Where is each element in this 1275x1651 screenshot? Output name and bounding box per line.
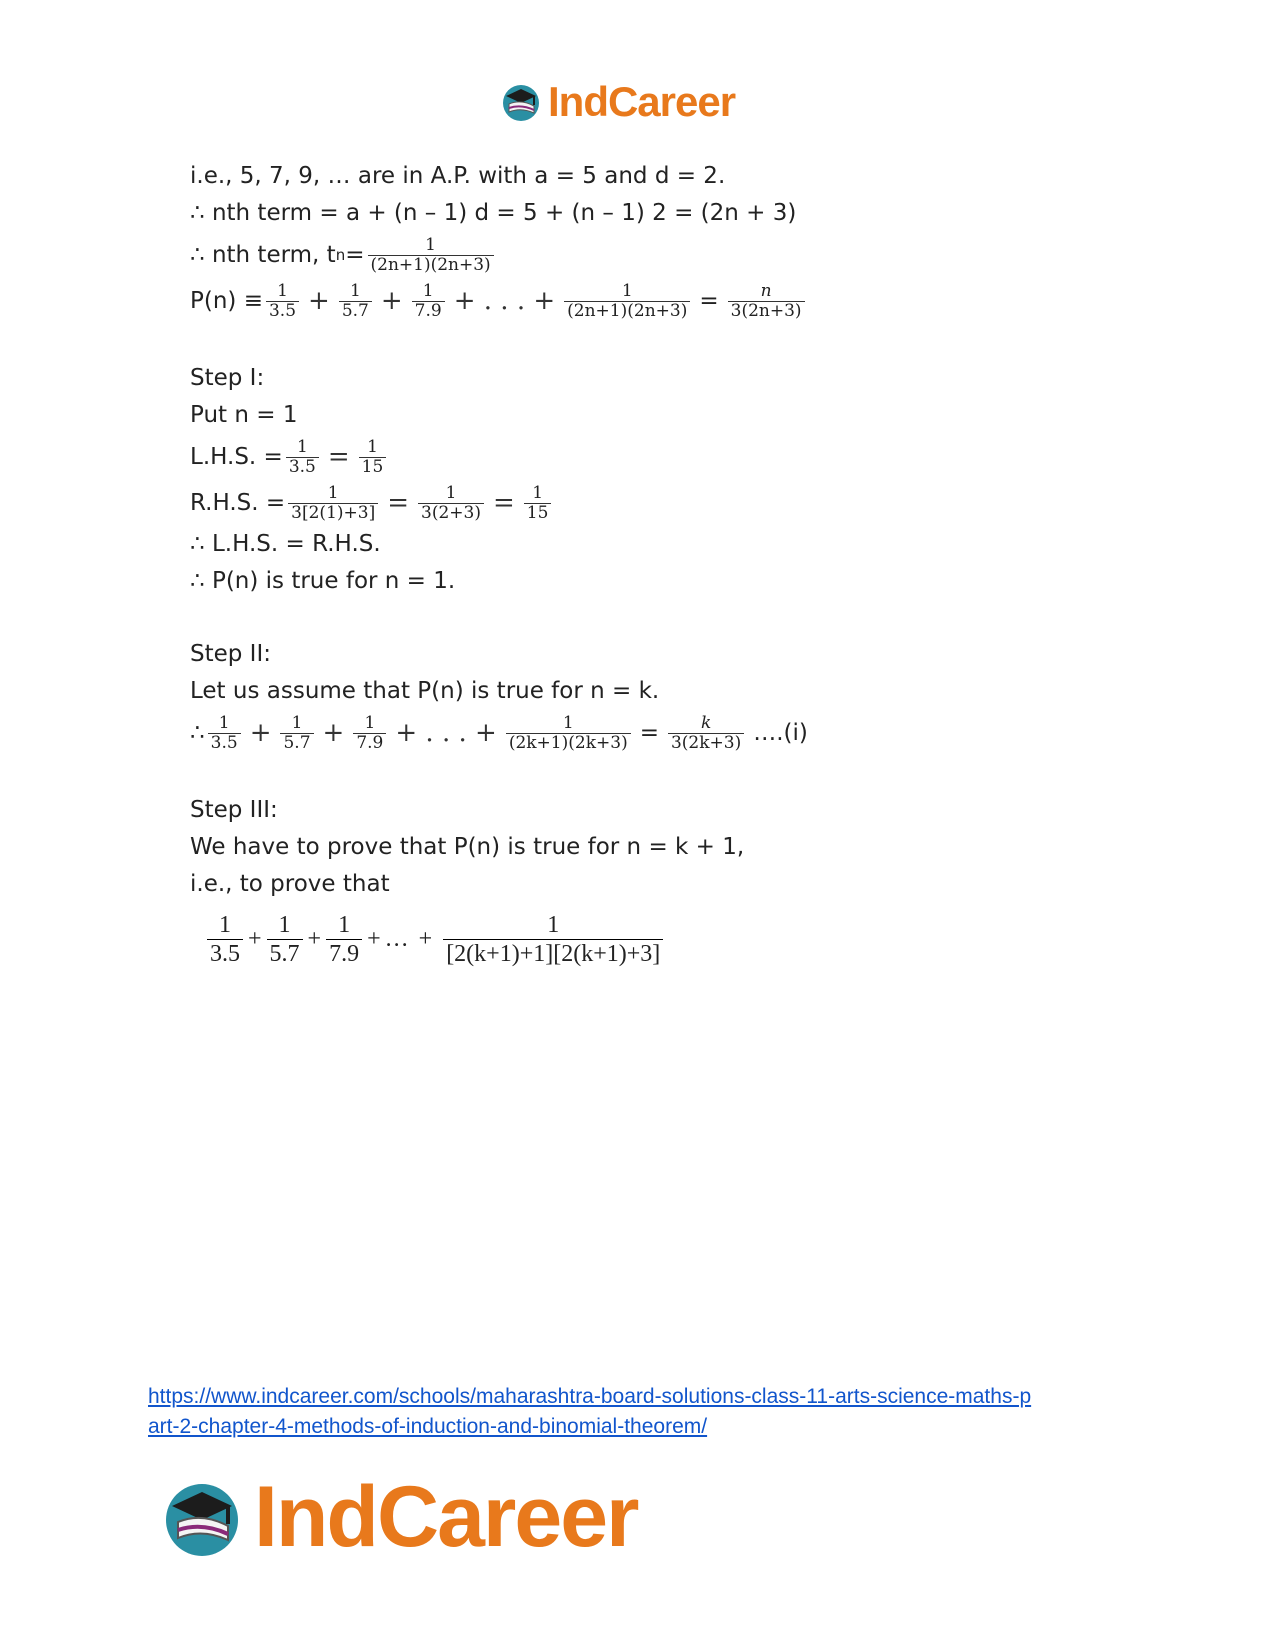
graduation-cap-book-icon [160, 1477, 244, 1559]
pk-term-3: $\frac{1}{7.9}$ [353, 714, 386, 753]
url-line-2[interactable]: art-2-chapter-4-methods-of-induction-and-binomial-theorem/ [148, 1415, 708, 1438]
lhs-line: L.H.S. = $\frac{1}{3.5}$ = $\frac{1}{15}$ [190, 434, 1090, 480]
logo-text: IndCareer [548, 78, 736, 125]
pk-rhs: $\frac{k}{3(2k+3)}$ [668, 714, 744, 753]
rhs-frac-1: $\frac{1}{3[2(1)+3]}$ [288, 484, 378, 523]
header-logo [500, 78, 735, 126]
pn-term-2: $\frac{1}{5.7}$ [339, 282, 372, 321]
rhs-frac-3: $\frac{1}{15}$ [524, 484, 552, 523]
rhs-frac-2: $\frac{1}{3(2+3)}$ [418, 484, 484, 523]
pk1-term-3: $\frac{1}{7.9}$ [326, 911, 362, 968]
step1-conclusion-2: ∴ P(n) is true for n = 1. [190, 568, 456, 594]
pk-term-2: $\frac{1}{5.7}$ [280, 714, 313, 753]
tn-prefix: ∴ nth term, t [190, 241, 336, 268]
pn-term-last: $\frac{1}{(2n+1)(2n+3)}$ [564, 282, 690, 321]
pn-statement: P(n) ≡ $\frac{1}{3.5}$ + $\frac{1}{5.7}$ + $\frac{1}{7.9}$ + . . . + $\frac{1}{(2n+1)(2n+3)}$ = $\frac{n}{3(2n+3)}$ [190, 278, 1090, 324]
pn-term-1: $\frac{1}{3.5}$ [266, 282, 299, 321]
rhs-line: R.H.S. = $\frac{1}{3[2(1)+3]}$ = $\frac{1}{3(2+3)}$ = $\frac{1}{15}$ [190, 480, 1090, 526]
lhs-frac-1: $\frac{1}{3.5}$ [286, 438, 319, 477]
lhs-prefix: L.H.S. = [190, 443, 283, 470]
document-body [190, 158, 1090, 975]
step2-equation: ∴ $\frac{1}{3.5}$ + $\frac{1}{5.7}$ + $\frac{1}{7.9}$ + . . . + $\frac{1}{(2k+1)(2k+3)}$ = $\frac{k}{3(2k+3)}$ ….(i) [190, 712, 808, 753]
tn-subscript: n [335, 245, 346, 264]
step2-assume: Let us assume that P(n) is true for n = k. [190, 678, 660, 704]
footer-logo-text: IndCareer [254, 1469, 638, 1565]
tn-eq: = [345, 241, 365, 268]
source-url-link[interactable] [148, 1382, 1148, 1442]
rhs-prefix: R.H.S. = [190, 489, 286, 516]
step3-line-2: i.e., to prove that [190, 871, 390, 897]
pk1-term-last: $\frac{1}{[2(k+1)+1][2(k+1)+3]}$ [443, 911, 663, 968]
pk-term-last: $\frac{1}{(2k+1)(2k+3)}$ [506, 714, 631, 753]
pn-term-3: $\frac{1}{7.9}$ [412, 282, 445, 321]
step1-conclusion-1: ∴ L.H.S. = R.H.S. [190, 531, 381, 557]
tn-num: 1 [425, 234, 436, 255]
ap-statement: i.e., 5, 7, 9, … are in A.P. with a = 5 and d = 2. [190, 163, 726, 189]
step3-line-1: We have to prove that P(n) is true for n = k + 1, [190, 834, 745, 860]
url-line-1[interactable]: https://www.indcareer.com/schools/maharashtra-board-solutions-class-11-arts-science-maths-p [148, 1385, 1032, 1408]
nth-term-line: ∴ nth term = a + (n – 1) d = 5 + (n – 1) 2 = (2n + 3) [190, 200, 797, 226]
step2-prefix: ∴ [190, 719, 205, 746]
pk1-term-1: $\frac{1}{3.5}$ [207, 911, 243, 968]
pn-prefix: P(n) ≡ [190, 287, 263, 314]
step1-title: Step I: [190, 365, 265, 391]
graduation-cap-book-icon [500, 82, 542, 122]
step3-equation: $\frac{1}{3.5}$ + $\frac{1}{5.7}$ + $\frac{1}{7.9}$ + … + $\frac{1}{[2(k+1)+1][2(k+1)+3]}$ [190, 903, 1090, 975]
pk-term-1: $\frac{1}{3.5}$ [208, 714, 241, 753]
pn-rhs: $\frac{n}{3(2n+3)}$ [728, 282, 805, 321]
tn-fraction [368, 236, 494, 275]
tn-den: (2n+1)(2n+3) [368, 255, 494, 275]
step3-title: Step III: [190, 797, 278, 823]
lhs-frac-2: $\frac{1}{15}$ [359, 438, 387, 477]
step1-put: Put n = 1 [190, 402, 298, 428]
tn-line [190, 232, 1090, 278]
pk1-term-2: $\frac{1}{5.7}$ [267, 911, 303, 968]
equation-label-i: ….(i) [753, 719, 808, 746]
footer-logo [160, 1468, 638, 1567]
step2-title: Step II: [190, 641, 271, 667]
